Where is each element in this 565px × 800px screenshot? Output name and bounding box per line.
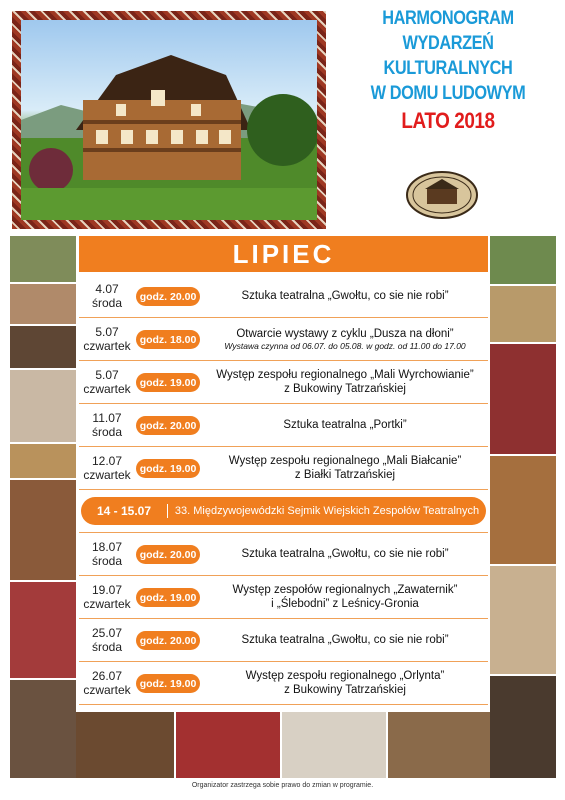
event-time: godz. 20.00 bbox=[136, 416, 200, 435]
event-time: godz. 20.00 bbox=[136, 287, 200, 306]
event-date: 26.07 bbox=[91, 669, 123, 683]
event-row bbox=[79, 361, 488, 404]
event-day: środa bbox=[91, 296, 123, 310]
event-date: 11.07 bbox=[92, 411, 122, 425]
events-list bbox=[79, 275, 488, 705]
event-title: Występ zespołu regionalnego „Orlynta” bbox=[245, 670, 445, 682]
event-title: Sztuka teatralna „Gwołtu, co sie nie robi” bbox=[241, 548, 449, 560]
event-date: 18.07 bbox=[91, 540, 123, 554]
title-line-1: HARMONOGRAM bbox=[382, 8, 514, 29]
event-day: środa bbox=[91, 640, 123, 654]
event-row bbox=[79, 576, 488, 619]
poster-title bbox=[338, 6, 558, 133]
right-photo-collage bbox=[490, 236, 556, 778]
event-title: Występ zespołów regionalnych „Zawaternik” bbox=[232, 584, 458, 596]
wooden-house-photo bbox=[21, 20, 317, 220]
event-title: Sztuka teatralna „Portki” bbox=[283, 419, 407, 431]
event-date: 19.07 bbox=[91, 583, 123, 597]
event-day: czwartek bbox=[83, 382, 131, 396]
featured-event-date: 14 - 15.07 bbox=[81, 504, 168, 518]
title-line-3: KULTURALNYCH bbox=[383, 58, 513, 79]
event-title: Sztuka teatralna „Gwołtu, co sie nie robi” bbox=[241, 290, 449, 302]
event-time: godz. 19.00 bbox=[136, 373, 200, 392]
title-line-2: WYDARZEŃ bbox=[402, 33, 494, 54]
event-title-line2: i „Ślebodni” z Leśnicy-Gronia bbox=[271, 598, 419, 610]
event-date: 5.07 bbox=[95, 368, 119, 382]
event-time: godz. 19.00 bbox=[136, 459, 200, 478]
event-title: Otwarcie wystawy z cyklu „Dusza na dłoni” bbox=[236, 327, 454, 340]
bottom-photo-collage bbox=[76, 712, 490, 778]
year-label: LATO 2018 bbox=[401, 108, 495, 133]
event-day: czwartek bbox=[83, 683, 131, 697]
event-date: 4.07 bbox=[95, 282, 119, 296]
event-row bbox=[79, 275, 488, 318]
event-row bbox=[79, 662, 488, 705]
event-row bbox=[79, 533, 488, 576]
event-row bbox=[79, 447, 488, 490]
month-banner bbox=[79, 236, 488, 272]
event-note: Wystawa czynna od 06.07. do 05.08. w godz. od 11.00 do 17.00 bbox=[224, 340, 466, 351]
seal-logo-icon bbox=[405, 170, 479, 220]
event-title: Występ zespołu regionalnego „Mali Wyrchowianie” bbox=[216, 369, 474, 381]
event-title: Występ zespołu regionalnego „Mali Białcanie” bbox=[228, 455, 462, 467]
event-date: 5.07 bbox=[95, 325, 119, 339]
left-photo-collage bbox=[10, 236, 76, 778]
event-time: godz. 20.00 bbox=[136, 631, 200, 650]
house-photo-frame bbox=[12, 11, 326, 229]
event-row bbox=[79, 619, 488, 662]
event-time: godz. 19.00 bbox=[136, 674, 200, 693]
event-title-line2: z Bukowiny Tatrzańskiej bbox=[284, 684, 406, 696]
event-day: czwartek bbox=[83, 339, 131, 353]
event-title-line2: z Białki Tatrzańskiej bbox=[294, 469, 396, 481]
title-line-4: W DOMU LUDOWYM bbox=[370, 83, 526, 104]
month-label: LIPIEC bbox=[232, 238, 335, 269]
event-date: 25.07 bbox=[91, 626, 123, 640]
event-time: godz. 19.00 bbox=[136, 588, 200, 607]
event-day: środa bbox=[91, 554, 123, 568]
footer-note: Organizator zastrzega sobie prawo do zmian w programie. bbox=[191, 782, 374, 789]
event-date: 12.07 bbox=[91, 454, 123, 468]
event-time: godz. 20.00 bbox=[136, 545, 200, 564]
event-day: czwartek bbox=[83, 468, 131, 482]
event-day: środa bbox=[91, 425, 123, 439]
featured-event-pill bbox=[81, 497, 486, 525]
featured-event-row bbox=[79, 490, 488, 533]
featured-event-title: 33. Międzywojewódzki Sejmik Wiejskich Zespołów Teatralnych bbox=[174, 505, 480, 517]
event-row bbox=[79, 318, 488, 361]
event-day: czwartek bbox=[83, 597, 131, 611]
event-title-line2: z Bukowiny Tatrzańskiej bbox=[284, 383, 406, 395]
event-title: Sztuka teatralna „Gwołtu, co sie nie robi” bbox=[241, 634, 449, 646]
event-time: godz. 18.00 bbox=[136, 330, 200, 349]
event-row bbox=[79, 404, 488, 447]
